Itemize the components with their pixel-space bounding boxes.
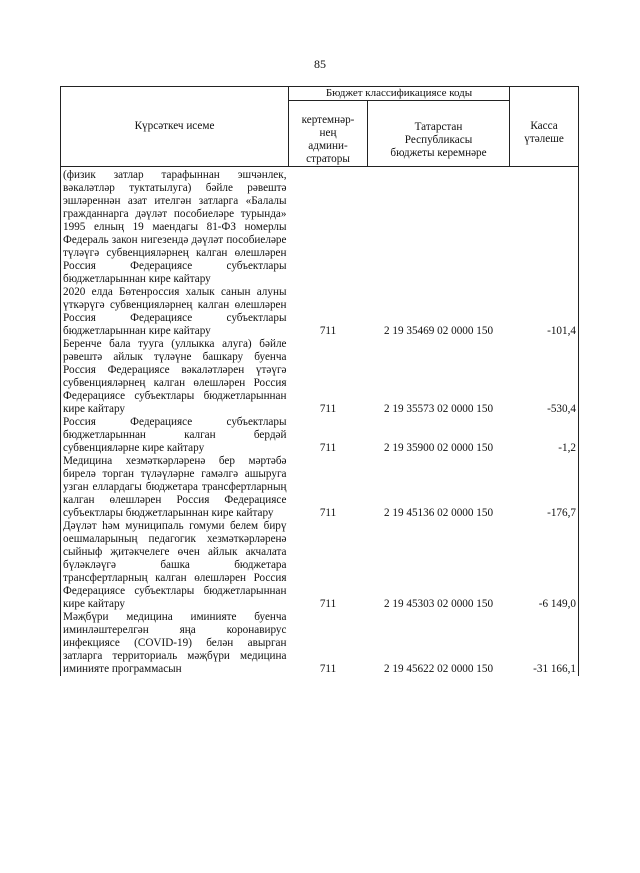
table-row — [61, 286, 579, 338]
cash-execution-header — [510, 87, 579, 167]
revenue-code-header — [368, 101, 510, 167]
table-row — [61, 167, 579, 287]
admin-header — [289, 101, 368, 167]
row-admin: 711 — [319, 325, 337, 337]
row-amount: -101,4 — [510, 286, 579, 338]
page-number: 85 — [314, 57, 326, 71]
row-name: Медицина хезмәткәрләренә бер мәртәбә бирелә торган түләүләрне гамәлгә ашыруга узган еллардагы бюджетара трансфертларның калган өлешләрен Россия Федерациясе субъектлары бюджетларыннан кире кайтару — [61, 455, 289, 520]
row-admin: 711 — [319, 663, 337, 675]
row-amount: -176,7 — [510, 455, 579, 520]
table-header — [61, 87, 579, 167]
cash-execution-label: Касса үтәлеше — [524, 120, 564, 145]
row-name: Дәүләт һәм муниципаль гомуми белем бирү оешмаларының педагогик хезмәткәрләренә сыйныф җитәкчелеге өчен айлык акчалата бүләкләүгә башка бюджетара трансфертларның калган өлешләрен Россия Федерациясе субъектлары бюджетларыннан кире кайтару — [61, 520, 289, 611]
row-code: 2 19 35469 02 0000 150 — [383, 325, 494, 337]
row-code — [368, 167, 510, 287]
row-name: Мәҗбүри медицина иминияте буенча иминләштерелгән яңа коронавирус инфекциясе (COVID-19) белән авырган затларга территориаль мәҗбүри медицина иминияте программасын — [61, 611, 289, 676]
row-admin: 711 — [319, 403, 337, 415]
revenue-code-header-label: Татарстан Республикасы бюджеты керемнәре — [390, 120, 487, 159]
table-row — [61, 338, 579, 416]
budget-classification-code-header: Бюджет классификациясе коды — [289, 87, 510, 101]
row-code: 2 19 35573 02 0000 150 — [383, 403, 494, 415]
indicator-name-header: Күрсәткеч исеме — [61, 87, 289, 167]
row-code: 2 19 45622 02 0000 150 — [383, 663, 494, 675]
table-row — [61, 455, 579, 520]
row-name: Беренче бала туугa (уллыкка алуга) бәйле рәвештә айлык түләүне башкару буенча Россия Федерациясе вәкаләтләрен үтәүгә субвенцияләрнең калган өлешләрен Россия Федерациясе субъектлары бюджетларыннан кире кайтару — [61, 338, 289, 416]
budget-table — [60, 86, 579, 676]
row-code: 2 19 35900 02 0000 150 — [383, 442, 494, 454]
row-amount: -530,4 — [510, 338, 579, 416]
row-amount: -1,2 — [510, 416, 579, 455]
row-amount — [510, 167, 579, 287]
admin-header-label: кертемнәр- нең админи- страторы — [301, 114, 355, 165]
row-name: (физик затлар тарафыннан эшчәнлек, вәкаләтләр туктатылуга) бәйле рәвештә эшләреннән азат ителгән затларга «Балалы гражданнарга дәүләт пособиеләре турында» 1995 елның 19 маендагы 81-ФЗ номерлы Федераль закон нигезендә дәүләт пособиеләре түләүгә субвенцияләрнең калган өлешләрен Россия Федерациясе субъектлары бюджетларыннан кире кайтару — [61, 167, 289, 287]
row-admin: 711 — [319, 507, 337, 519]
row-amount: -31 166,1 — [510, 611, 579, 676]
row-code: 2 19 45136 02 0000 150 — [383, 507, 494, 519]
table-body — [61, 167, 579, 677]
row-amount: -6 149,0 — [510, 520, 579, 611]
table-row — [61, 416, 579, 455]
row-code: 2 19 45303 02 0000 150 — [383, 598, 494, 610]
row-name: Россия Федерациясе субъектлары бюджетларыннан калган бердәй субвенцияләрне кире кайтару — [61, 416, 289, 455]
row-admin — [289, 167, 368, 287]
table-row — [61, 520, 579, 611]
row-admin: 711 — [319, 598, 337, 610]
table-row — [61, 611, 579, 676]
row-name: 2020 елда Бөтенроссия халык санын алуны үткәрүгә субвенцияләрнең калган өлешләрен Россия Федерациясе субъектлары бюджетларыннан кире кайтару — [61, 286, 289, 338]
row-admin: 711 — [319, 442, 337, 454]
